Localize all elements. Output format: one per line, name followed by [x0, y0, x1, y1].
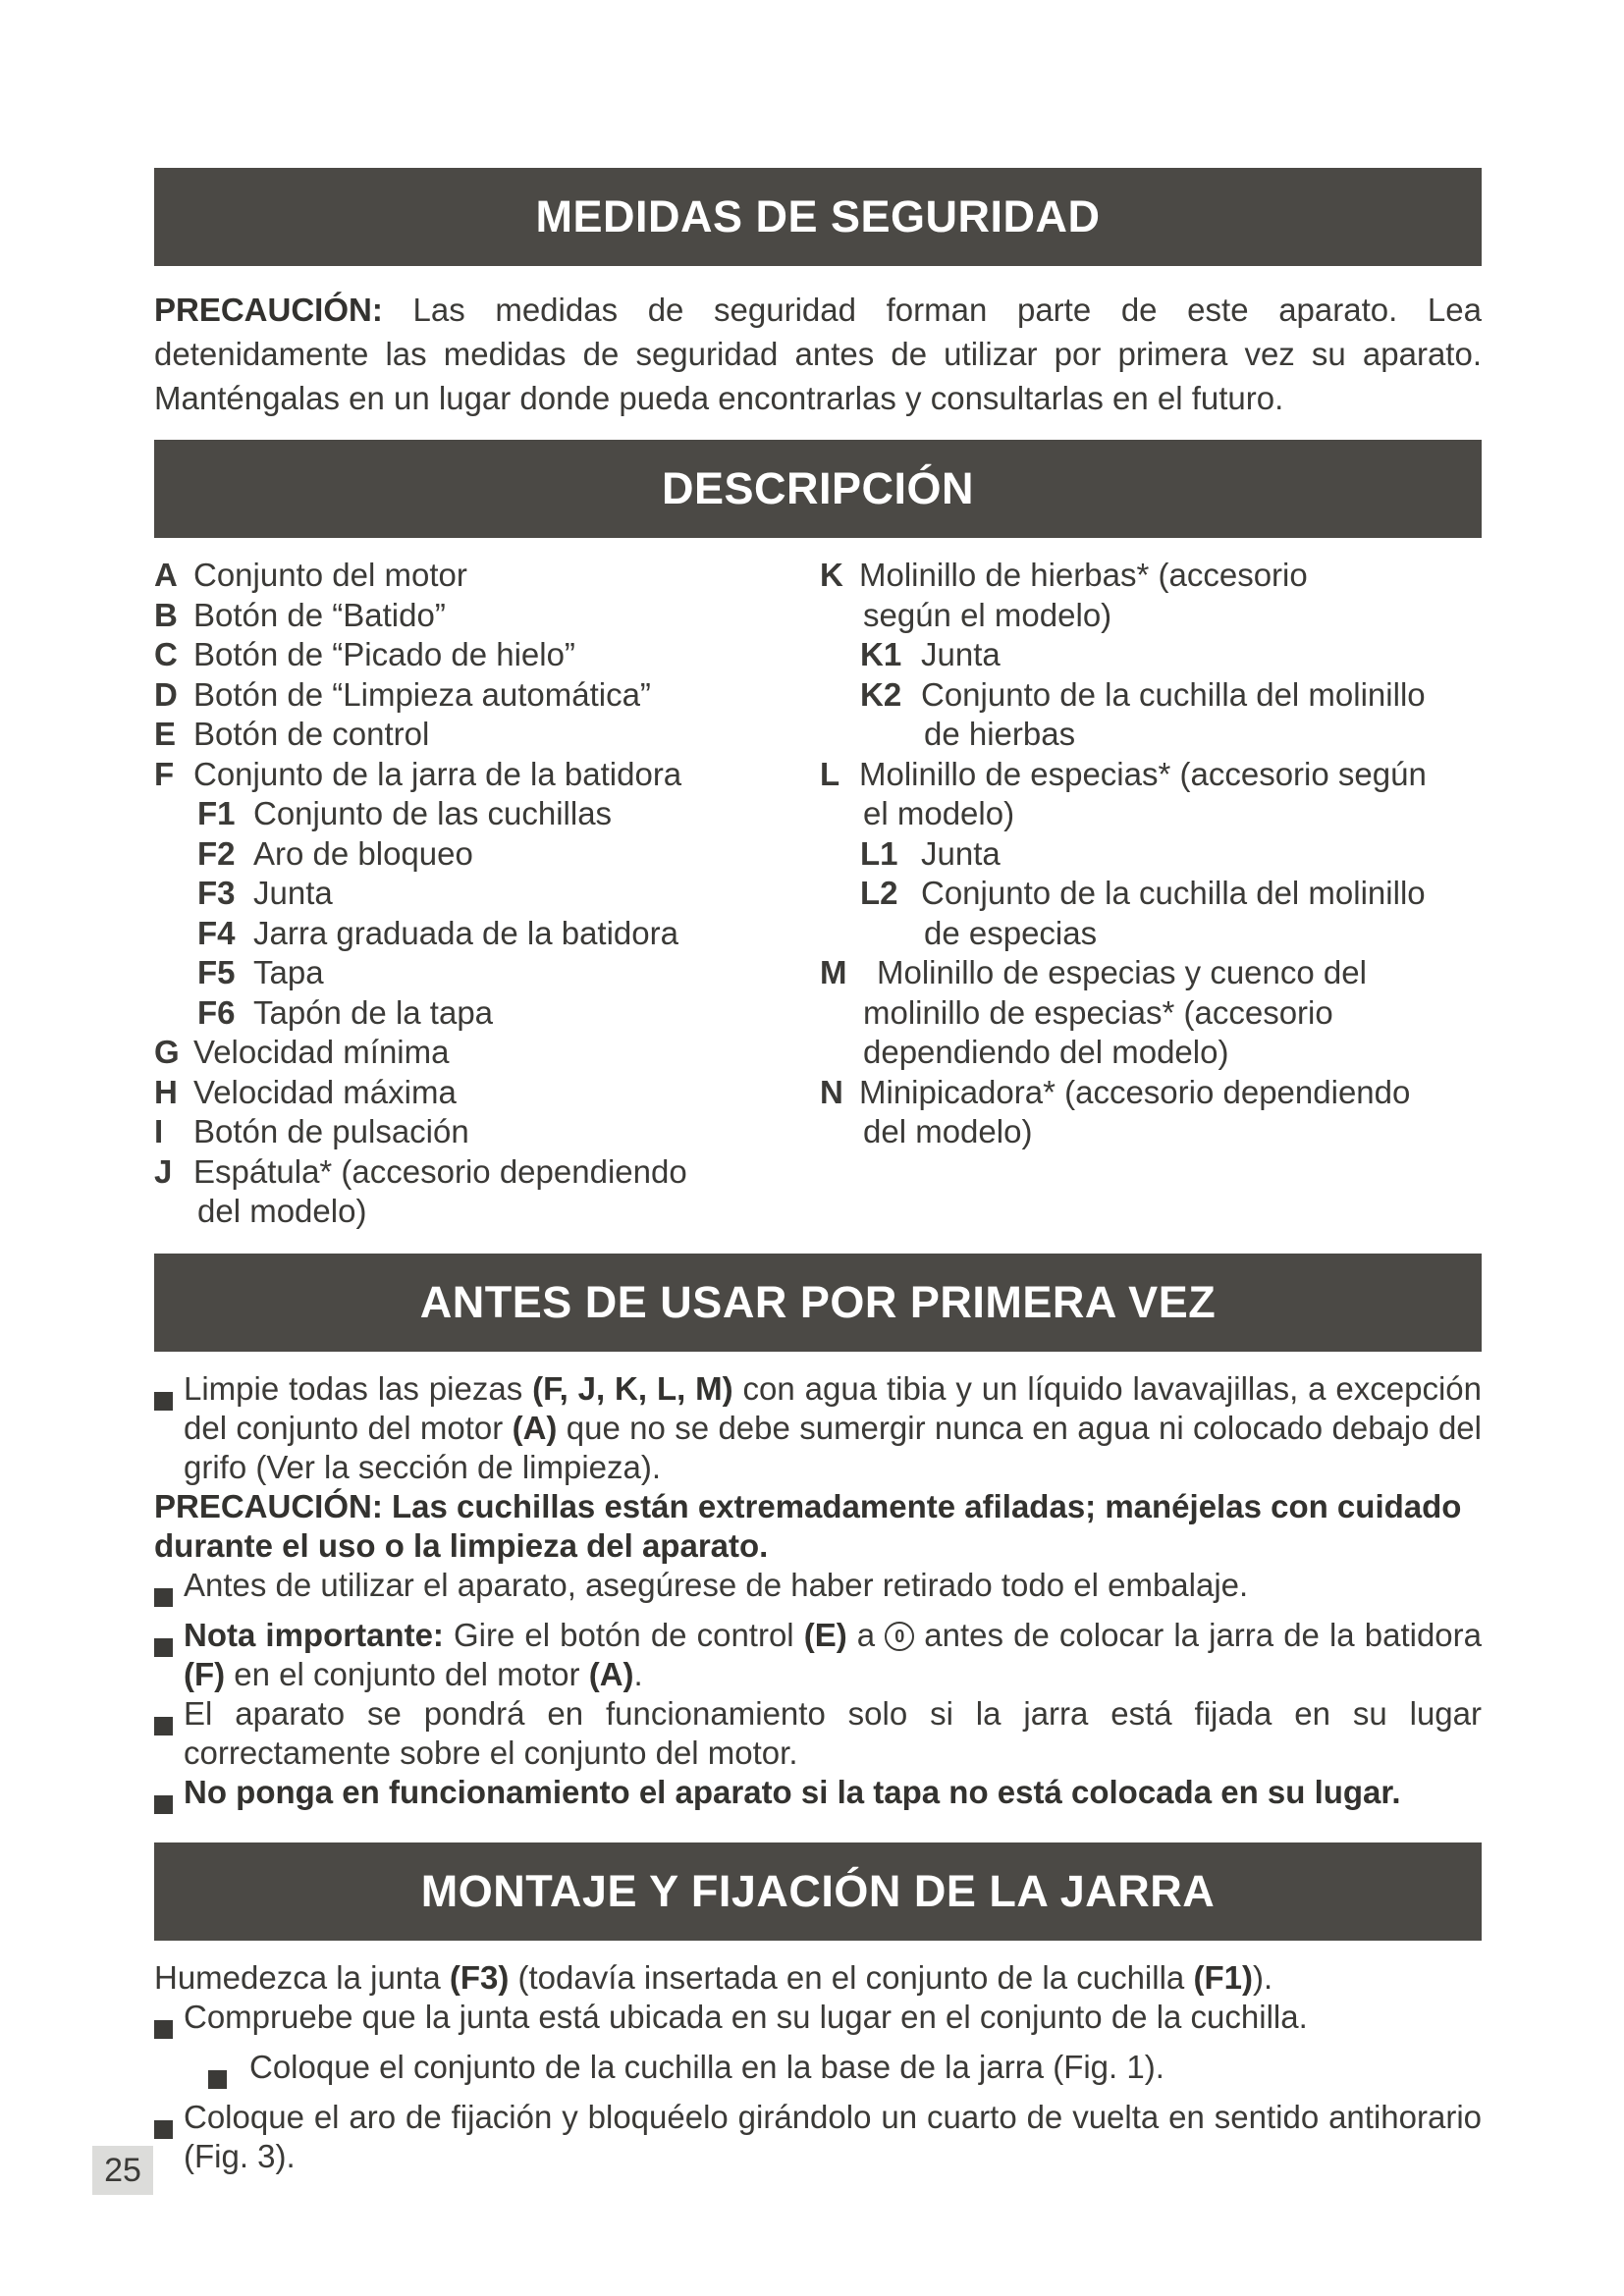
bullet-square-icon — [154, 1773, 184, 1823]
list-item: N Minipicadora* (accesorio dependiendo — [820, 1073, 1411, 1110]
list-item: L Molinillo de especias* (accesorio según — [820, 755, 1427, 792]
precaution-label: PRECAUCIÓN: — [154, 292, 383, 328]
bullet-square-icon — [154, 1566, 184, 1616]
section-header-descripcion: DESCRIPCIÓN — [154, 440, 1482, 538]
list-item: L1 Junta — [860, 834, 1001, 872]
list-item: L2 Conjunto de la cuchilla del molinillo — [860, 875, 1426, 911]
list-item: G Velocidad mínima — [154, 1034, 450, 1070]
list-item-continuation: según el modelo) — [863, 596, 1112, 633]
list-item-continuation: el modelo) — [863, 795, 1015, 831]
list-item: F2 Aro de bloqueo — [197, 834, 473, 872]
description-column-left — [154, 556, 816, 1232]
list-item: No ponga en funcionamiento el aparato si la tapa no está colocada en su lugar. — [154, 1773, 1482, 1823]
list-item-continuation: dependiendo del modelo) — [863, 1034, 1229, 1070]
list-item: F6 Tapón de la tapa — [197, 993, 494, 1031]
safety-intro: PRECAUCIÓN: Las medidas de seguridad forman parte de este aparato. Lea detenidamente las medidas de seguridad antes de utilizar por primera vez su aparato. Manténgalas en un lugar donde pueda encontrarlas y consultarlas en el futuro. — [154, 292, 1482, 416]
description-list — [154, 556, 1482, 1232]
bullet-square-icon — [208, 2048, 249, 2098]
list-item: Limpie todas las piezas (F, J, K, L, M) con agua tibia y un líquido lavavajillas, a excepción del conjunto del motor (A) que no se debe sumergir nunca en agua ni colocado debajo del grifo (Ver la sección de limpieza). — [154, 1369, 1482, 1487]
list-item: A Conjunto del motor — [154, 557, 467, 593]
list-item: B Botón de “Batido” — [154, 596, 446, 633]
list-item: J Espátula* (accesorio dependiendo — [154, 1152, 687, 1190]
list-item: K Molinillo de hierbas* (accesorio — [820, 557, 1308, 593]
bullet-square-icon — [154, 1616, 184, 1694]
off-position-icon: 0 — [885, 1622, 914, 1651]
section-header-antes: ANTES DE USAR POR PRIMERA VEZ — [154, 1254, 1482, 1352]
list-item: F1 Conjunto de las cuchillas — [197, 795, 613, 831]
list-item: K1 Junta — [860, 636, 1001, 672]
list-item: F3 Junta — [197, 875, 333, 911]
list-item: Nota importante: Gire el botón de control (E) a 0 antes de colocar la jarra de la batidora (F) en el conjunto del motor (A). — [154, 1616, 1482, 1694]
bullet-square-icon — [154, 1998, 184, 2048]
list-item: Coloque el conjunto de la cuchilla en la base de la jarra (Fig. 1). — [154, 2048, 1482, 2098]
list-item: D Botón de “Limpieza automática” — [154, 675, 651, 713]
list-item: I Botón de pulsación — [154, 1113, 469, 1149]
page-number: 25 — [92, 2146, 153, 2195]
list-item: Antes de utilizar el aparato, asegúrese de haber retirado todo el embalaje. — [154, 1566, 1482, 1616]
bullet-square-icon — [154, 1694, 184, 1773]
description-column-right — [816, 556, 1482, 1232]
warning-text: PRECAUCIÓN: Las cuchillas están extremadamente afiladas; manéjelas con cuidado durante el uso o la limpieza del aparato. — [154, 1487, 1462, 1564]
bullet-square-icon — [154, 2098, 184, 2176]
list-item: E Botón de control — [154, 716, 430, 752]
antes-content — [154, 1369, 1482, 1823]
list-item: H Velocidad máxima — [154, 1073, 457, 1110]
section-header-medidas: MEDIDAS DE SEGURIDAD — [154, 168, 1482, 266]
list-item-continuation: molinillo de especias* (accesorio — [863, 993, 1333, 1031]
list-item: K2 Conjunto de la cuchilla del molinillo — [860, 675, 1426, 713]
list-item-continuation: del modelo) — [863, 1113, 1033, 1149]
list-item: El aparato se pondrá en funcionamiento solo si la jarra está fijada en su lugar correctamente sobre el conjunto del motor. — [154, 1694, 1482, 1773]
list-item: Coloque el aro de fijación y bloquéelo girándolo un cuarto de vuelta en sentido antihorario (Fig. 3). — [154, 2098, 1482, 2176]
list-item: F4 Jarra graduada de la batidora — [197, 914, 678, 951]
list-item: Compruebe que la junta está ubicada en su lugar en el conjunto de la cuchilla. — [154, 1998, 1482, 2048]
list-item: M Molinillo de especias y cuenco del — [820, 954, 1367, 990]
section-header-montaje: MONTAJE Y FIJACIÓN DE LA JARRA — [154, 1842, 1482, 1941]
list-item-continuation: de hierbas — [924, 716, 1076, 752]
montaje-intro: Humedezca la junta (F3) (todavía insertada en el conjunto de la cuchilla (F1)). — [154, 1958, 1273, 1996]
list-item: F Conjunto de la jarra de la batidora — [154, 755, 682, 792]
list-item-continuation: de especias — [924, 914, 1098, 951]
document-page — [154, 168, 1482, 2176]
list-item: C Botón de “Picado de hielo” — [154, 636, 575, 672]
list-item: F5 Tapa — [197, 954, 324, 990]
bullet-square-icon — [154, 1369, 184, 1487]
montaje-content — [154, 1958, 1482, 2176]
list-item-continuation: del modelo) — [197, 1193, 367, 1229]
